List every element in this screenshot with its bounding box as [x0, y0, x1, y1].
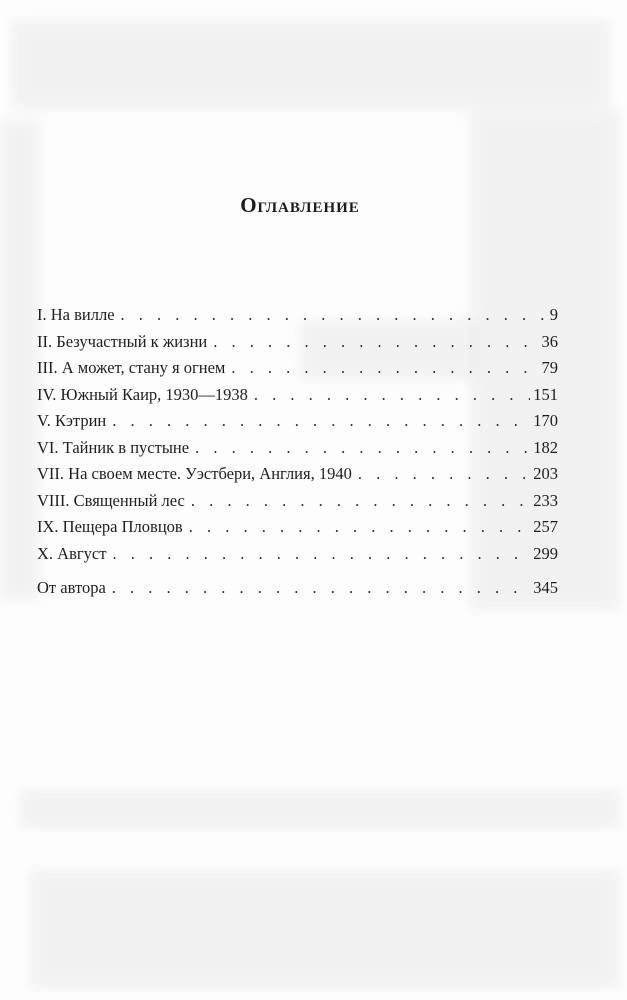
toc-entry-page: 257 — [533, 517, 558, 536]
toc-entry-page: 345 — [533, 578, 558, 597]
table-of-contents — [37, 302, 558, 602]
toc-leader-dots — [121, 302, 547, 329]
toc-entry — [37, 329, 558, 356]
page-title: Оглавление — [240, 193, 360, 217]
toc-leader-dots — [195, 435, 530, 462]
scan-noise — [10, 20, 610, 110]
toc-leader-dots — [358, 461, 530, 488]
toc-entry-label: IX. Пещера Пловцов — [37, 517, 183, 536]
toc-entry-label: II. Безучастный к жизни — [37, 331, 208, 351]
scan-noise — [0, 120, 40, 600]
toc-entry-label: VI. Тайник в пустыне — [37, 437, 190, 457]
toc-entry-page: 299 — [533, 543, 558, 563]
toc-entry-page: 151 — [533, 384, 558, 404]
toc-entry-page: 233 — [533, 490, 558, 510]
scan-noise — [30, 870, 620, 990]
toc-entry-page: 170 — [533, 411, 558, 430]
toc-entry-label: X. Август — [37, 543, 107, 563]
toc-entry — [37, 435, 558, 462]
toc-entry — [37, 382, 558, 409]
toc-entry-page: 9 — [549, 305, 558, 324]
toc-entry — [37, 355, 558, 382]
toc-entry — [37, 461, 558, 488]
toc-entry-page: 182 — [533, 437, 558, 457]
toc-entry — [37, 488, 558, 515]
scan-noise — [20, 790, 620, 830]
toc-entry-page: 79 — [541, 358, 558, 377]
toc-entry — [37, 302, 558, 329]
toc-entry — [37, 575, 558, 602]
toc-entry-label: VII. На своем месте. Уэстбери, Англия, 1940 — [37, 464, 352, 483]
toc-entry-label: IV. Южный Каир, 1930—1938 — [37, 384, 248, 404]
toc-entry-label: I. На вилле — [37, 305, 115, 324]
toc-leader-dots — [191, 488, 530, 515]
toc-entry-page: 203 — [533, 464, 558, 483]
toc-leader-dots — [112, 408, 530, 435]
toc-entry-label: От автора — [37, 578, 106, 597]
toc-entry — [37, 408, 558, 435]
toc-entry-page: 36 — [541, 331, 558, 351]
toc-leader-dots — [189, 514, 531, 541]
toc-leader-dots — [213, 329, 538, 356]
toc-leader-dots — [112, 575, 530, 602]
toc-entry — [37, 541, 558, 568]
toc-leader-dots — [112, 541, 530, 568]
toc-entry — [37, 514, 558, 541]
toc-entry-label: VIII. Священный лес — [37, 490, 185, 510]
toc-entry-label: III. А может, стану я огнем — [37, 358, 226, 377]
toc-entry-label: V. Кэтрин — [37, 411, 107, 430]
toc-leader-dots — [231, 355, 538, 382]
toc-leader-dots — [254, 382, 530, 409]
